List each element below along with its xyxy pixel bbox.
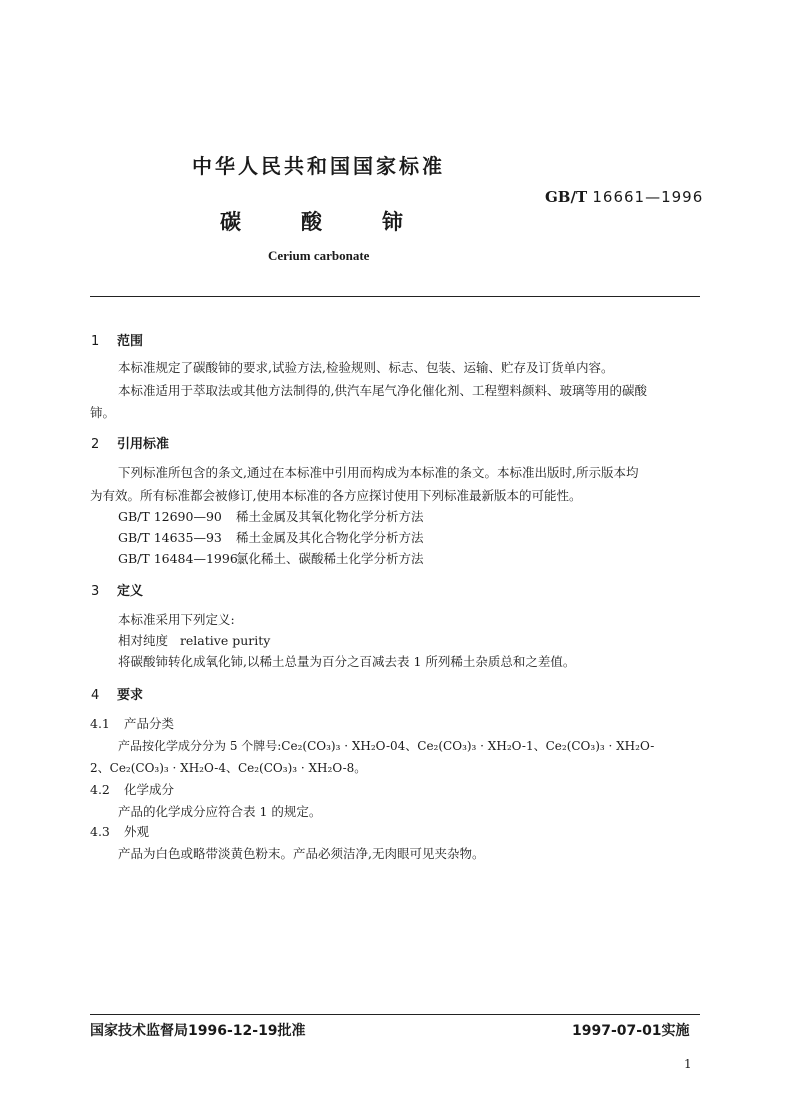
paragraph: 产品为白色或略带淡黄色粉末。产品必须洁净,无肉眼可见夹杂物。: [118, 846, 485, 861]
paragraph: 本标准规定了碳酸铈的要求,试验方法,检验规则、标志、包装、运输、贮存及订货单内容。: [118, 360, 614, 375]
section-number: 1: [91, 334, 100, 349]
reference-item: [118, 507, 424, 525]
subsection-title: 产品分类: [124, 716, 175, 731]
section-number: 3: [91, 584, 100, 599]
page-number: 1: [684, 1057, 692, 1071]
paragraph: 产品按化学成分分为 5 个牌号:Ce₂(CO₃)₃ · XH₂O-04、Ce₂(CO₃)₃ · XH₂O-1、Ce₂(CO₃)₃ · XH₂O-: [118, 739, 655, 753]
reference-item: [118, 528, 424, 546]
paragraph: 铈。: [90, 405, 116, 420]
document-title-cn: [220, 206, 463, 236]
document-title-en: Cerium carbonate: [268, 248, 370, 263]
section-title: 引用标准: [117, 437, 170, 452]
subsection-number: 4.2: [90, 782, 110, 797]
term-en: relative purity: [179, 633, 271, 648]
section-title: 定义: [117, 584, 144, 599]
section-number: 4: [91, 688, 100, 703]
standard-org-title: 中华人民共和国国家标准: [192, 154, 445, 178]
reference-code: GB/T 16484—1996: [118, 551, 238, 566]
subsection-number: 4.3: [90, 824, 110, 839]
reference-code: GB/T 12690—90: [118, 509, 222, 524]
subsection-number: 4.1: [90, 716, 110, 731]
subsection-title: 化学成分: [124, 782, 175, 797]
reference-title: 稀土金属及其氧化物化学分析方法: [236, 509, 424, 524]
section-heading: [91, 580, 143, 599]
subsection-heading: [90, 822, 149, 840]
section-number: 2: [91, 437, 100, 452]
title-char: 酸: [301, 210, 322, 234]
standard-code-number: 16661—1996: [592, 188, 704, 206]
subsection-heading: [90, 780, 174, 798]
standard-code: [545, 188, 703, 206]
paragraph: 为有效。所有标准都会被修订,使用本标准的各方应探讨使用下列标准最新版本的可能性。: [90, 488, 582, 503]
reference-item: [118, 549, 424, 567]
paragraph: 本标准适用于萃取法或其他方法制得的,供汽车尾气净化催化剂、工程塑料颜料、玻璃等用的碳酸: [118, 383, 647, 398]
approval-info: 国家技术监督局1996-12-19批准: [90, 1023, 306, 1039]
paragraph: 2、Ce₂(CO₃)₃ · XH₂O-4、Ce₂(CO₃)₃ · XH₂O-8。: [90, 761, 367, 775]
subsection-title: 外观: [124, 824, 150, 839]
term-cn: 相对纯度: [118, 633, 169, 648]
reference-code: GB/T 14635—93: [118, 530, 222, 545]
title-char: 碳: [220, 210, 241, 234]
section-title: 要求: [117, 688, 144, 703]
effective-date: 1997-07-01实施: [572, 1023, 690, 1039]
subsection-heading: [90, 714, 174, 732]
reference-title: 氯化稀土、碳酸稀土化学分析方法: [236, 551, 424, 566]
header-divider: [90, 296, 700, 297]
section-title: 范围: [117, 334, 144, 349]
reference-title: 稀土金属及其化合物化学分析方法: [236, 530, 424, 545]
paragraph: 产品的化学成分应符合表 1 的规定。: [118, 804, 322, 819]
footer-divider: [90, 1014, 700, 1015]
section-heading: [91, 330, 143, 349]
paragraph: 将碳酸铈转化成氧化铈,以稀土总量为百分之百减去表 1 所列稀土杂质总和之差值。: [118, 654, 576, 669]
paragraph: 下列标准所包含的条文,通过在本标准中引用而构成为本标准的条文。本标准出版时,所示版本均: [118, 465, 639, 480]
definition-term: [118, 631, 270, 649]
paragraph: 本标准采用下列定义:: [118, 612, 235, 627]
section-heading: [91, 433, 169, 452]
title-char: 铈: [382, 210, 403, 234]
standard-code-prefix: GB/T: [545, 188, 588, 206]
section-heading: [91, 684, 143, 703]
